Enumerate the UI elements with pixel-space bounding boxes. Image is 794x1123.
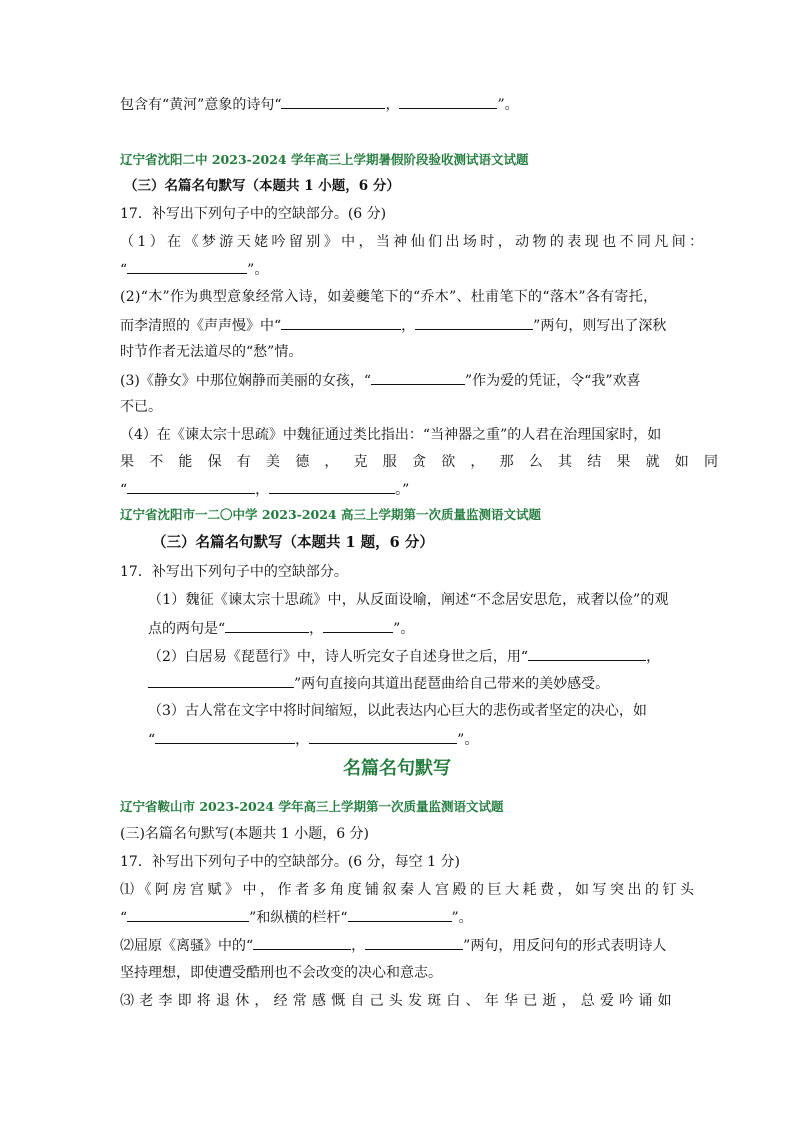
source-heading: 辽宁省沈阳市一二〇中学 2023-2024 高三上学期第一次质量监测语文试题 (120, 507, 541, 522)
page-title: 名篇名句默写 (343, 758, 451, 779)
item-text: ⑴《阿房宫赋》中，作者多角度铺叙秦人宫殿的巨大耗费，如写突出的钉头 (120, 882, 698, 898)
answer-blank[interactable] (399, 94, 497, 109)
item-text: （3）古人常在文字中将时间缩短，以此表达内心巨大的悲伤或者坚定的决心，如 (148, 703, 647, 719)
question-stem: 17．补写出下列句子中的空缺部分。(6 分，每空 1 分) (120, 854, 460, 870)
answer-blank[interactable] (127, 907, 249, 922)
answer-blank[interactable] (371, 370, 465, 385)
item-text: (2)“木”作为典型意象经常入诗，如姜夔笔下的“乔木”、杜甫笔下的“落木”各有寄托， (120, 289, 658, 305)
item-text: ⑵屈原《离骚》中的“ ， ”两句，用反问句的形式表明诗人 (120, 935, 666, 956)
item-text: （4）在《谏太宗十思疏》中魏征通过类比指出：“当神器之重”的人君在治理国家时，如 (120, 427, 662, 443)
item-text: 而李清照的《声声慢》中“ ， ”两句，则写出了深秋 (120, 315, 666, 336)
answer-blank[interactable] (415, 315, 533, 330)
item-text: （2）白居易《琵琶行》中，诗人听完女子自述身世之后，用“ ， (148, 646, 660, 667)
question-stem: 17．补写出下列句子中的空缺部分。(6 分) (120, 206, 387, 222)
item-text: “ ”和纵横的栏杆“ ”。 (120, 907, 473, 928)
item-text: （1）在《梦游天姥吟留别》中，当神仙们出场时，动物的表现也不同凡间： (120, 234, 707, 250)
carryover-line: 包含有“黄河”意象的诗句“ ， ”。 (120, 94, 519, 115)
item-text: 果不能保有美德，克服贪欲，那么其结果就如同 (120, 454, 734, 470)
item-text: （1）魏征《谏太宗十思疏》中，从反面设喻，阐述“不念居安思危，戒奢以俭”的观 (148, 592, 669, 608)
source-heading: 辽宁省鞍山市 2023-2024 学年高三上学期第一次质量监测语文试题 (120, 799, 504, 814)
item-text: ”两句直接向其道出琵琶曲给自己带来的美妙感受。 (148, 673, 609, 694)
source-heading: 辽宁省沈阳二中 2023-2024 学年高三上学期暑假阶段验收测试语文试题 (120, 152, 529, 167)
item-text: ⑶老李即将退休，经常感慨自己头发斑白、年华已逝，总爱吟诵如 (120, 993, 677, 1009)
answer-blank[interactable] (281, 94, 385, 109)
item-text: 坚持理想，即使遭受酷刑也不会改变的决心和意志。 (120, 965, 442, 981)
answer-blank[interactable] (365, 935, 463, 950)
answer-blank[interactable] (269, 479, 395, 494)
item-text: (3)《静女》中那位娴静而美丽的女孩，“ ”作为爱的凭证，令“我”欢喜 (120, 370, 640, 391)
item-text: 点的两句是“ ， ”。 (148, 618, 414, 639)
item-text: “ ， 。” (120, 479, 409, 500)
question-stem: 17．补写出下列句子中的空缺部分。 (120, 564, 348, 580)
answer-blank[interactable] (323, 618, 393, 633)
item-text: “ ”。 (120, 259, 268, 280)
answer-blank[interactable] (253, 935, 351, 950)
answer-blank[interactable] (155, 729, 295, 744)
answer-blank[interactable] (528, 646, 646, 661)
answer-blank[interactable] (127, 479, 255, 494)
answer-blank[interactable] (127, 259, 247, 274)
section-heading: （三）名篇名句默写（本题共 1 小题，6 分） (124, 178, 400, 194)
answer-blank[interactable] (281, 315, 401, 330)
section-heading: (三)名篇名句默写(本题共 1 小题，6 分) (120, 826, 370, 842)
item-text: 不已。 (120, 399, 162, 415)
item-text: 时节作者无法道尽的“愁”情。 (120, 344, 303, 360)
section-heading: （三）名篇名句默写（本题共 1 题，6 分） (152, 534, 434, 551)
answer-blank[interactable] (148, 673, 294, 688)
answer-blank[interactable] (348, 907, 452, 922)
answer-blank[interactable] (309, 729, 457, 744)
item-text: “ ， ”。 (148, 729, 478, 750)
answer-blank[interactable] (225, 618, 309, 633)
